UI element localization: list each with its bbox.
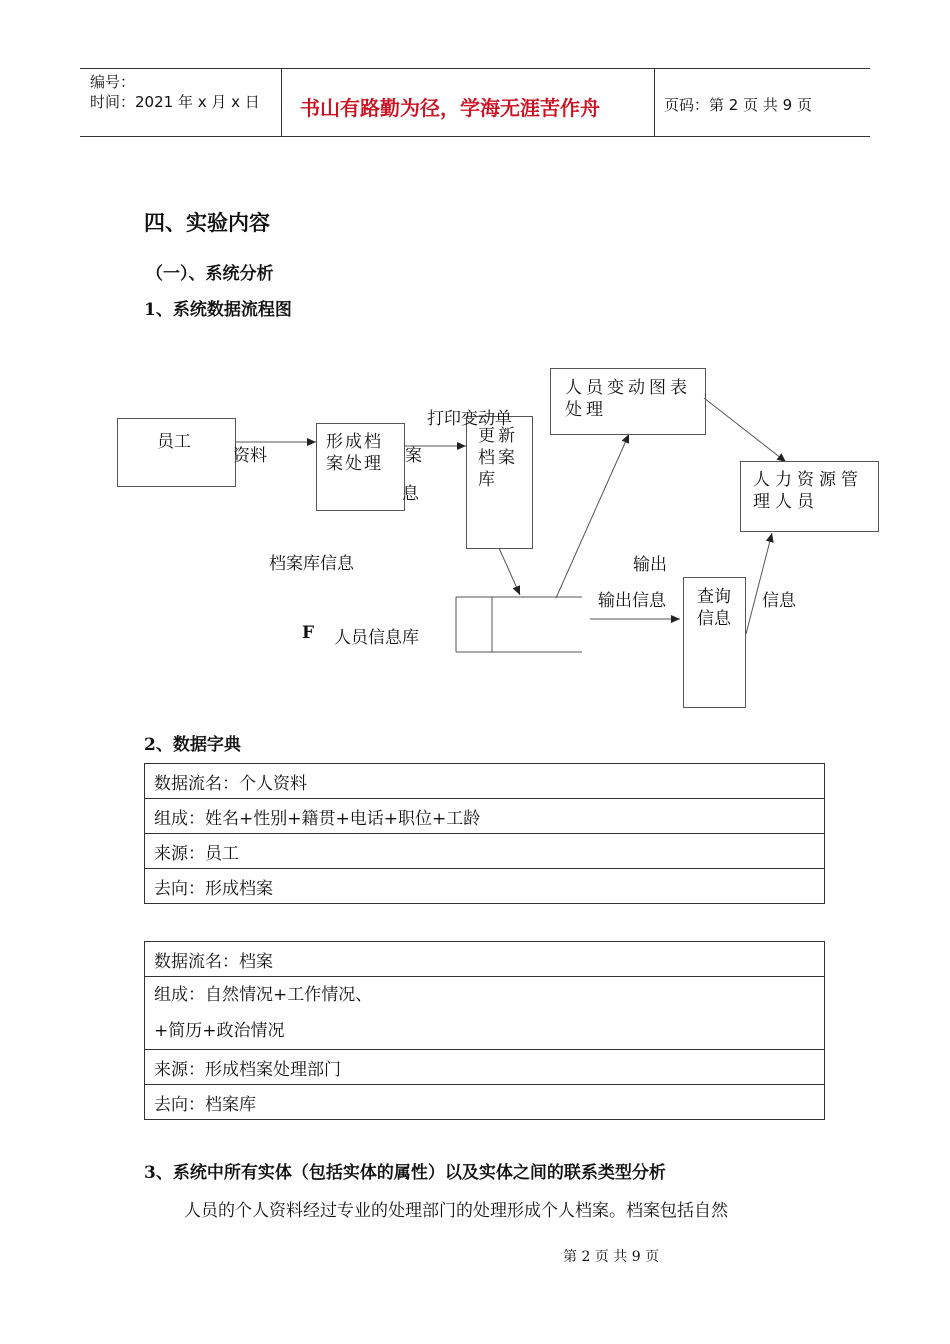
table-cell: 来源：员工 (145, 834, 825, 869)
table-cell-line: 组成：自然情况+工作情况、 (154, 985, 373, 1005)
hr-staff-label: 人力资源管理人员 (753, 470, 863, 512)
header-motto: 书山有路勤为径，学海无涯苦作舟 (300, 96, 600, 120)
data-store-label: 人员信息库 (334, 628, 419, 648)
table-row (145, 799, 825, 834)
dictionary-table-personal (144, 763, 825, 904)
table-cell: 数据流名：个人资料 (145, 764, 825, 799)
table-row (145, 834, 825, 869)
table-row (145, 977, 825, 1050)
section-title: 四、实验内容 (144, 210, 270, 235)
personal-data-label: 资料 (233, 446, 267, 466)
table-row (145, 869, 825, 904)
header-serial-label: 编号： (90, 73, 136, 91)
change-chart-label: 人员变动图表处理 (565, 378, 691, 420)
subsection-title: （一）、系统分析 (146, 264, 274, 284)
table-cell: 组成：姓名+性别+籍贯+电话+职位+工龄 (145, 799, 825, 834)
table-row (145, 1085, 825, 1120)
print-change-label: 打印变动单 (427, 409, 512, 429)
info-label: 信息 (762, 591, 796, 611)
table-row (145, 1050, 825, 1085)
table-cell (145, 977, 825, 1050)
dictionary-table-archive (144, 941, 825, 1120)
table-row (145, 942, 825, 977)
table-cell: 数据流名：档案 (145, 942, 825, 977)
data-store-id: F (302, 623, 315, 643)
table-cell: 去向：档案库 (145, 1085, 825, 1120)
heading-dataflow: 1、系统数据流程图 (144, 300, 292, 320)
header-time-label: 时间：2021 年 x 月 x 日 (90, 93, 260, 111)
archive-info-label: 档案库信息 (269, 554, 354, 574)
heading-data-dictionary: 2、数据字典 (144, 735, 241, 755)
header-page-code: 页码：第 2 页 共 9 页 (664, 96, 812, 114)
query-info-label: 查询信息 (697, 587, 731, 629)
table-cell: 来源：形成档案处理部门 (145, 1050, 825, 1085)
update-archive-label: 更新档案库 (478, 426, 518, 490)
overlap-label-2: 息 (402, 484, 419, 504)
employee-label: 员工 (157, 432, 191, 452)
form-archive-label: 形成档案处理 (326, 432, 383, 474)
table-row (145, 764, 825, 799)
table-cell: 去向：形成档案 (145, 869, 825, 904)
overlap-label-1: 案 (405, 446, 422, 466)
body-paragraph: 人员的个人资料经过专业的处理部门的处理形成个人档案。档案包括自然 (184, 1201, 728, 1221)
output-info-label: 输出信息 (598, 591, 666, 611)
heading-entity-analysis: 3、系统中所有实体（包括实体的属性）以及实体之间的联系类型分析 (144, 1163, 666, 1183)
output-label: 输出 (633, 555, 667, 575)
table-cell-line: +简历+政治情况 (154, 1021, 285, 1041)
page-footer: 第 2 页 共 9 页 (563, 1249, 660, 1265)
